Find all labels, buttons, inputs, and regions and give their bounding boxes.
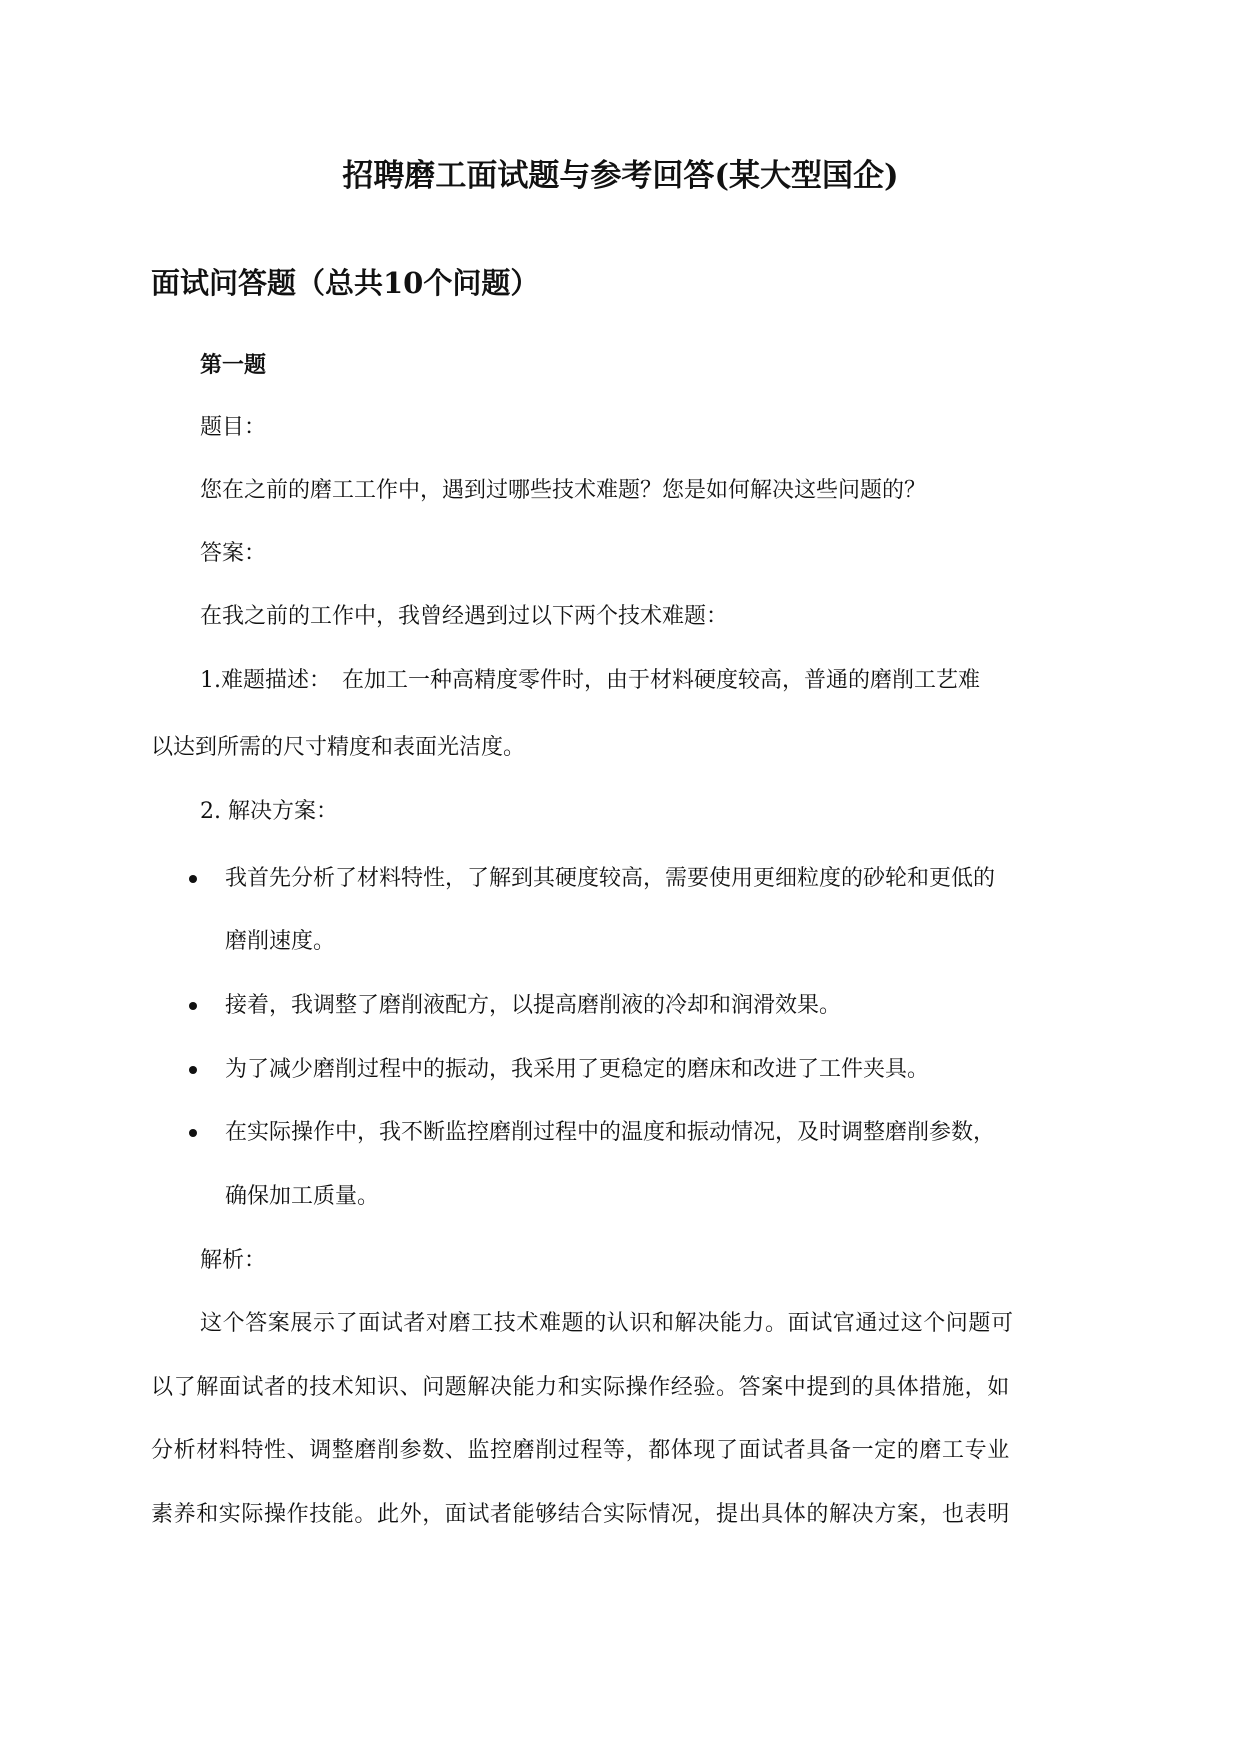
bullet-text-line: 确保加工质量。 bbox=[225, 1184, 380, 1209]
difficulty-description-line: 以达到所需的尺寸精度和表面光洁度。 bbox=[151, 735, 526, 760]
bullet-point-icon bbox=[189, 875, 197, 883]
solution-label: 2. 解决方案： bbox=[200, 799, 338, 824]
bullet-point-icon bbox=[189, 1066, 197, 1074]
bullet-text-line: 我首先分析了材料特性，了解到其硬度较高，需要使用更细粒度的砂轮和更低的 bbox=[225, 866, 996, 891]
answer-label: 答案： bbox=[200, 541, 267, 566]
bullet-text-line: 接着，我调整了磨削液配方，以提高磨削液的冷却和润滑效果。 bbox=[225, 993, 842, 1018]
answer-intro: 在我之前的工作中，我曾经遇到过以下两个技术难题： bbox=[200, 604, 729, 629]
bullet-text-line: 磨削速度。 bbox=[225, 929, 336, 954]
analysis-label: 解析： bbox=[200, 1248, 267, 1273]
question-heading: 第一题 bbox=[200, 352, 267, 378]
difficulty-description-line: 1.难题描述： 在加工一种高精度零件时，由于材料硬度较高，普通的磨削工艺难 bbox=[200, 668, 980, 693]
section-heading: 面试问答题（总共10个问题） bbox=[151, 266, 540, 300]
analysis-paragraph-line: 素养和实际操作技能。此外，面试者能够结合实际情况，提出具体的解决方案，也表明 bbox=[151, 1502, 1010, 1527]
bullet-text-line: 在实际操作中，我不断监控磨削过程中的温度和振动情况，及时调整磨削参数， bbox=[225, 1120, 996, 1145]
document-title: 招聘磨工面试题与参考回答(某大型国企) bbox=[342, 158, 899, 194]
analysis-paragraph-line: 这个答案展示了面试者对磨工技术难题的认识和解决能力。面试官通过这个问题可 bbox=[200, 1311, 1014, 1336]
question-text: 您在之前的磨工工作中，遇到过哪些技术难题？您是如何解决这些问题的？ bbox=[200, 478, 927, 503]
bullet-point-icon bbox=[189, 1002, 197, 1010]
question-label: 题目： bbox=[200, 415, 267, 440]
analysis-paragraph-line: 以了解面试者的技术知识、问题解决能力和实际操作经验。答案中提到的具体措施，如 bbox=[151, 1375, 1010, 1400]
analysis-paragraph-line: 分析材料特性、调整磨削参数、监控磨削过程等，都体现了面试者具备一定的磨工专业 bbox=[151, 1438, 1010, 1463]
bullet-point-icon bbox=[189, 1129, 197, 1137]
bullet-text-line: 为了减少磨削过程中的振动，我采用了更稳定的磨床和改进了工件夹具。 bbox=[225, 1057, 930, 1082]
